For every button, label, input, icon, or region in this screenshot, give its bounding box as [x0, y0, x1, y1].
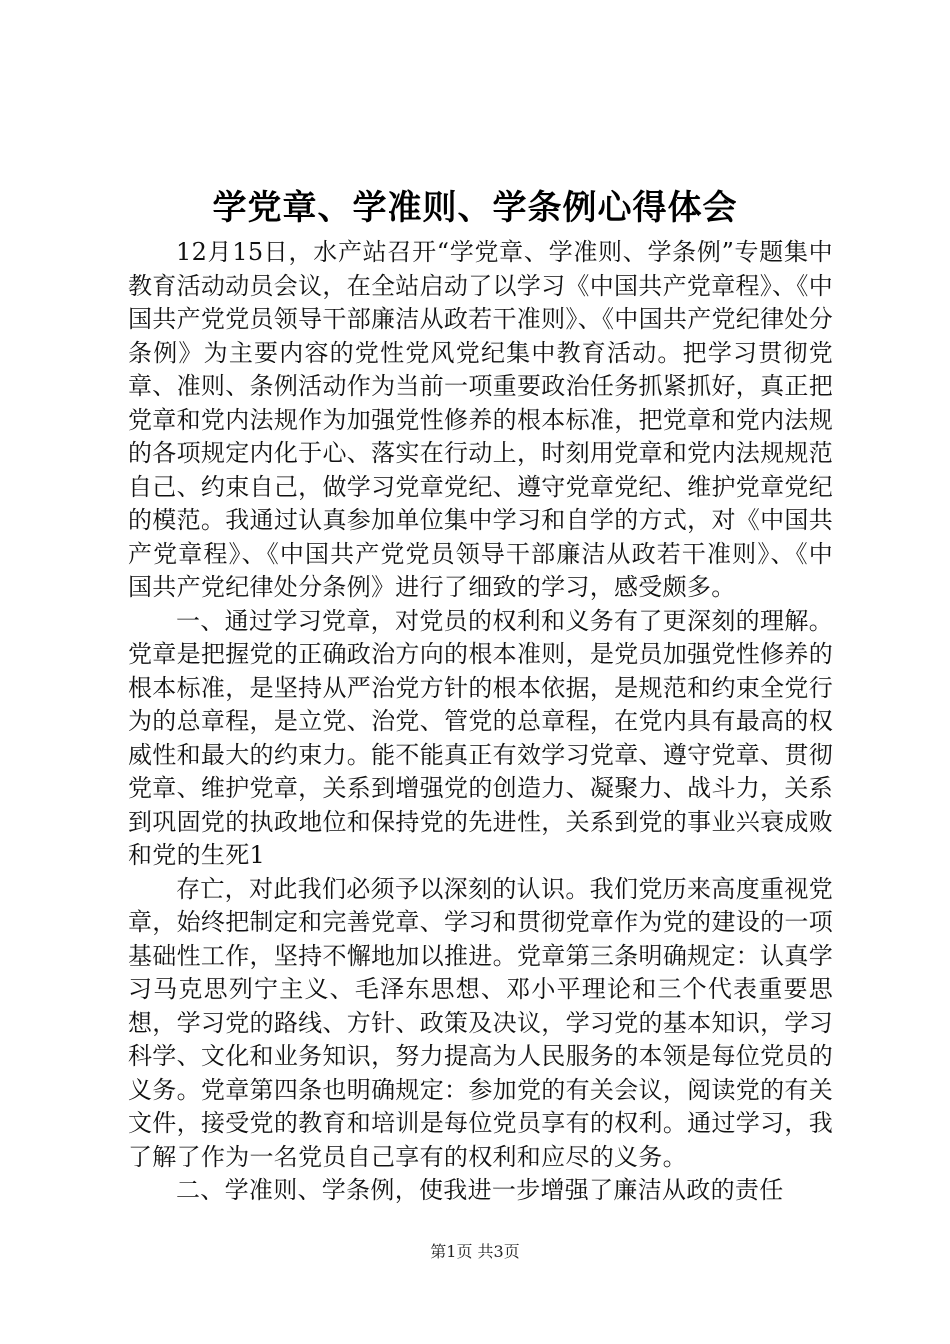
paragraph: 12月15日，水产站召开“学党章、学准则、学条例”专题集中教育活动动员会议，在全站启动了以学习《中国共产党章程》、《中国共产党党员领导干部廉洁从政若干准则》、《中国共产党纪律处分条例》为主要内容的党性党风党纪集中教育活动。把学习贯彻党章、准则、条例活动作为当前一项重要政治任务抓紧抓好，真正把党章和党内法规作为加强党性修养的根本标准，把党章和党内法规的各项规定内化于心、落实在行动上，时刻用党章和党内法规规范自己、约束自己，做学习党章党纪、遵守党章党纪、维护党章党纪的模范。我通过认真参加单位集中学习和自学的方式，对《中国共产党章程》、《中国共产党党员领导干部廉洁从政若干准则》、《中国共产党纪律处分条例》进行了细致的学习，感受颇多。 — [128, 238, 833, 601]
document-title: 学党章、学准则、学条例心得体会 — [212, 188, 738, 228]
paragraph: 存亡，对此我们必须予以深刻的认识。我们党历来高度重视党章，始终把制定和完善党章、学习和贯彻党章作为党的建设的一项基础性工作，坚持不懈地加以推进。党章第三条明确规定：认真学习马克思列宁主义、毛泽东思想、邓小平理论和三个代表重要思想，学习党的路线、方针、政策及决议，学习党的基本知识，学习科学、文化和业务知识，努力提高为人民服务的本领是每位党员的义务。党章第四条也明确规定：参加党的有关会议，阅读党的有关文件，接受党的教育和培训是每位党员享有的权利。通过学习，我了解了作为一名党员自己享有的权利和应尽的义务。 — [128, 874, 833, 1171]
paragraph: 一、通过学习党章，对党员的权利和义务有了更深刻的理解。党章是把握党的正确政治方向的根本准则，是党员加强党性修养的根本标准，是坚持从严治党方针的根本依据，是规范和约束全党行为的总章程，是立党、治党、管党的总章程，在党内具有最高的权威性和最大的约束力。能不能真正有效学习党章、遵守党章、贯彻党章、维护党章，关系到增强党的创造力、凝聚力、战斗力，关系到巩固党的执政地位和保持党的先进性，关系到党的事业兴衰成败和党的生死1 — [128, 606, 833, 869]
page-number-footer: 第1页 共3页 — [430, 1242, 520, 1261]
document-body — [128, 236, 833, 1208]
paragraph: 二、学准则、学条例，使我进一步增强了廉洁从政的责任 — [176, 1176, 784, 1204]
